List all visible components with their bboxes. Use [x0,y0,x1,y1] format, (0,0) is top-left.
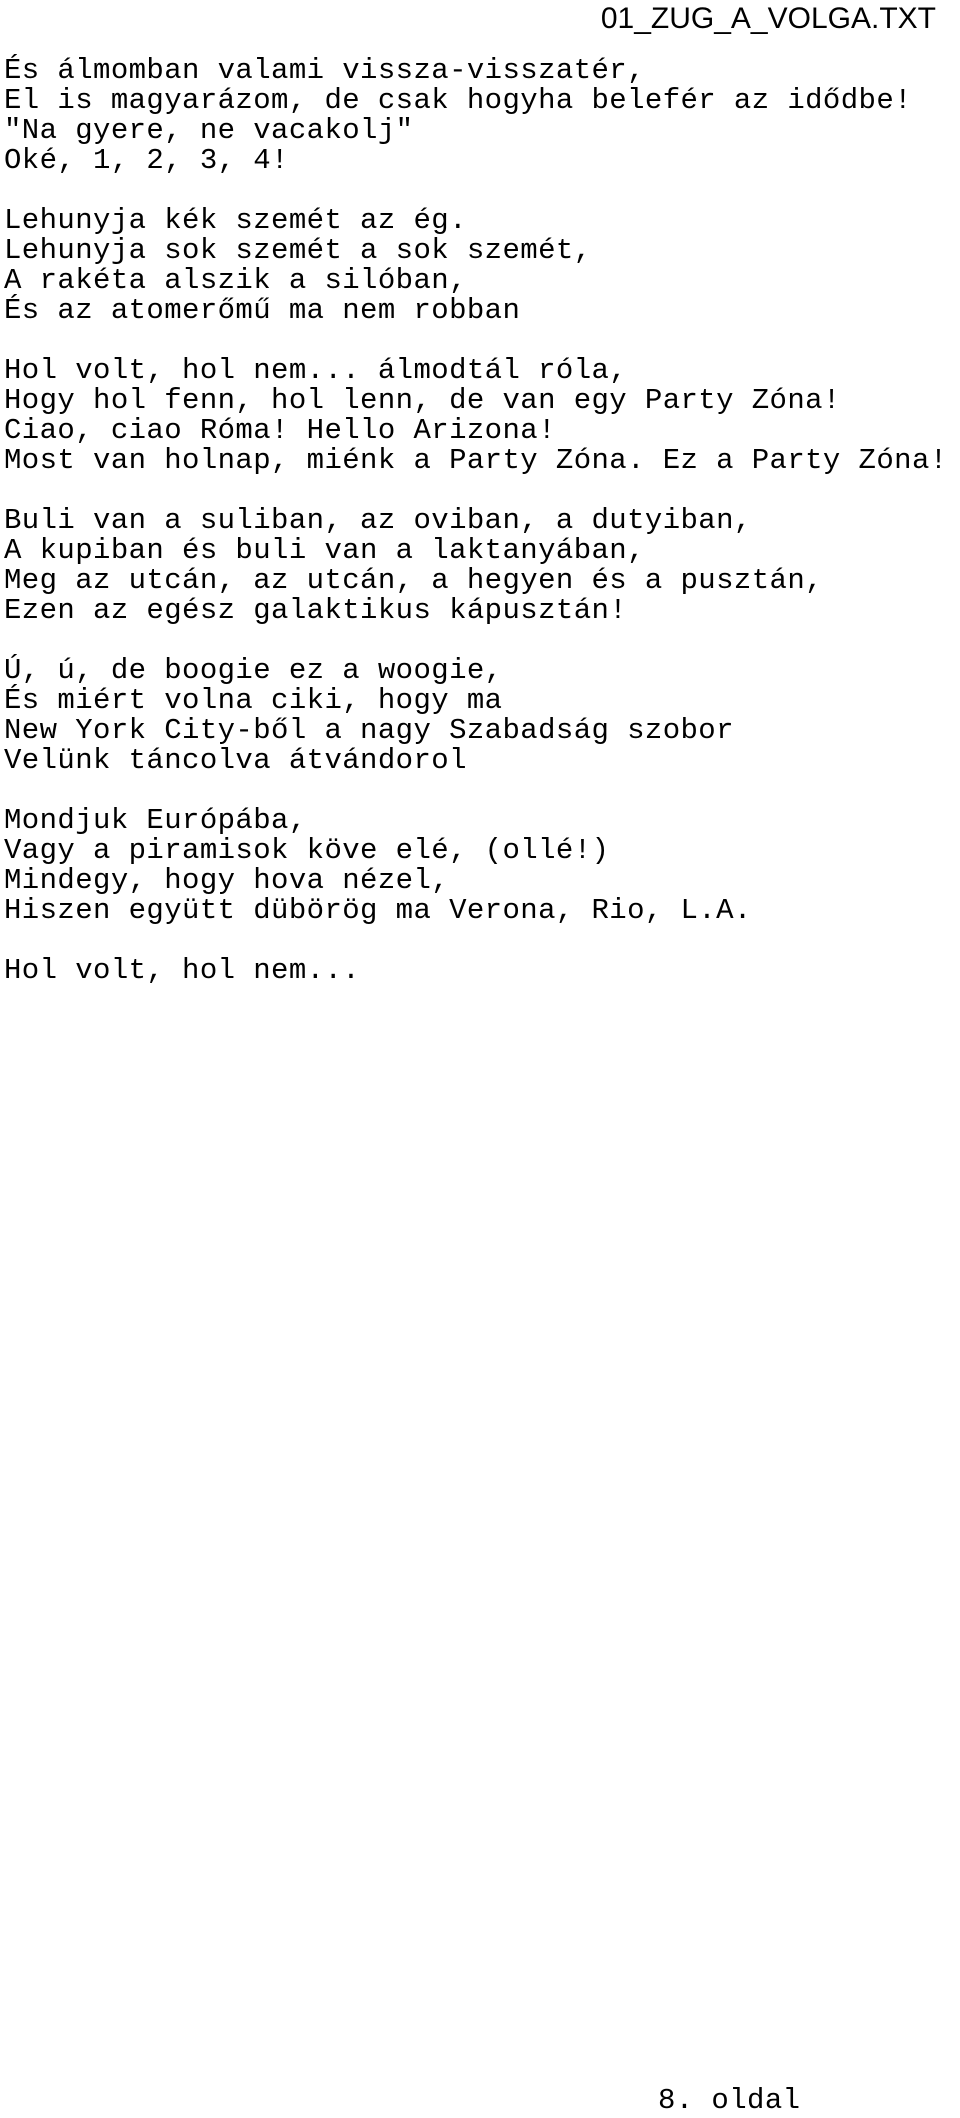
lyric-line: Most van holnap, miénk a Party Zóna. Ez a Party Zóna! [4,444,948,477]
lyric-line: Oké, 1, 2, 3, 4! [4,144,289,177]
lyric-line: Ciao, ciao Róma! Hello Arizona! [4,414,556,447]
lyric-line: Ezen az egész galaktikus kápusztán! [4,594,628,627]
lyric-line: Meg az utcán, az utcán, a hegyen és a pusztán, [4,564,823,597]
lyric-line: "Na gyere, ne vacakolj" [4,114,414,147]
lyric-line: És miért volna ciki, hogy ma [4,684,503,717]
stanza-6 [4,806,954,926]
stanza-7 [4,956,954,986]
stanza-4 [4,506,954,626]
lyric-line: Mindegy, hogy hova nézel, [4,864,450,897]
lyric-line: Lehunyja kék szemét az ég. [4,204,467,237]
lyric-line: És az atomerőmű ma nem robban [4,294,521,327]
page-number: 8. oldal [658,2084,801,2117]
lyric-line: Hiszen együtt dübörög ma Verona, Rio, L.A. [4,894,752,927]
lyric-line: New York City-ből a nagy Szabadság szobor [4,714,734,747]
lyric-line: A kupiban és buli van a laktanyában, [4,534,645,567]
lyric-line: Ú, ú, de boogie ez a woogie, [4,654,503,687]
lyric-line: Hol volt, hol nem... [4,954,361,987]
stanza-2 [4,206,954,326]
lyric-line: El is magyarázom, de csak hogyha belefér az idődbe! [4,84,912,117]
lyric-line: Vagy a piramisok köve elé, (ollé!) [4,834,610,867]
lyric-line: Velünk táncolva átvándorol [4,744,467,777]
lyric-line: Lehunyja sok szemét a sok szemét, [4,234,592,267]
lyric-line: Mondjuk Európába, [4,804,307,837]
lyric-line: A rakéta alszik a silóban, [4,264,467,297]
lyric-line: Hogy hol fenn, hol lenn, de van egy Party Zóna! [4,384,841,417]
stanza-1 [4,56,954,176]
document-filename: 01_ZUG_A_VOLGA.TXT [600,2,936,35]
stanza-5 [4,656,954,776]
stanza-3 [4,356,954,476]
lyric-line: Hol volt, hol nem... álmodtál róla, [4,354,628,387]
lyric-line: Buli van a suliban, az oviban, a dutyiban, [4,504,752,537]
lyrics-body [4,56,954,1016]
lyric-line: És álmomban valami vissza-visszatér, [4,54,645,87]
